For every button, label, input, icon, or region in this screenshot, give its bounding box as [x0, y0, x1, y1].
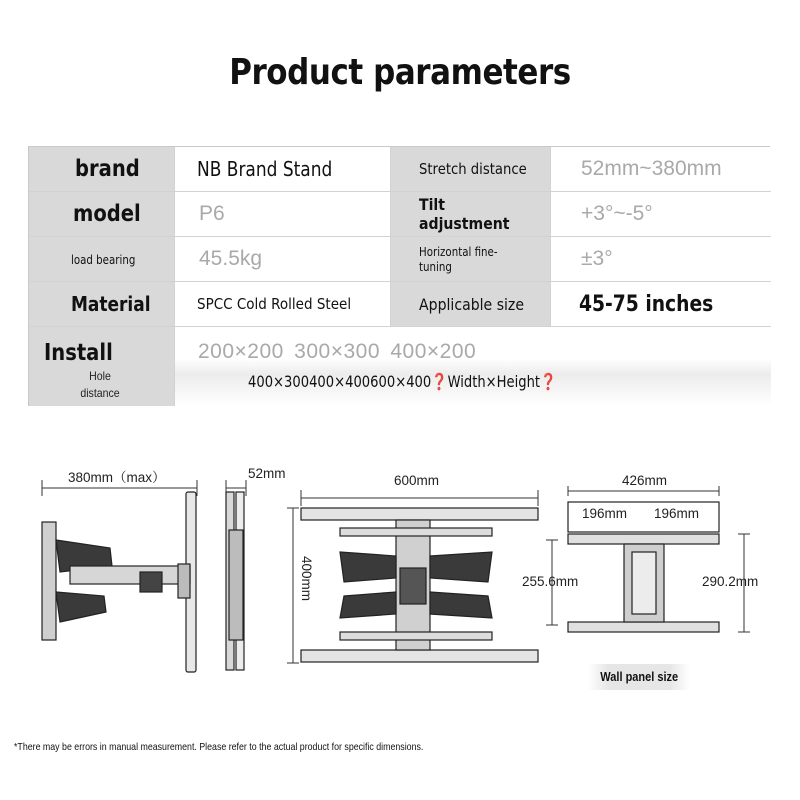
- label-material: Material: [71, 292, 151, 316]
- value-load-bearing: 45.5kg: [199, 247, 263, 270]
- dim-wall-width: 426mm: [622, 473, 668, 488]
- label-brand: brand: [75, 156, 140, 182]
- dim-wall-half-left: 196mm: [582, 506, 628, 521]
- value-stretch-distance: 52mm~380mm: [581, 157, 722, 180]
- side-view-extended: [42, 492, 196, 672]
- dim-height: 400mm: [299, 556, 314, 602]
- dim-side-min: 52mm: [248, 466, 286, 481]
- label-stretch-distance: Stretch distance: [419, 160, 527, 178]
- value-tilt-adjustment: +3°~-5°: [581, 202, 653, 225]
- value-model: P6: [199, 202, 225, 225]
- label-hole-distance: Hole distance: [80, 369, 120, 400]
- front-view: [301, 508, 538, 662]
- dim-side-max: 380mm（max）: [68, 470, 166, 485]
- value-horizontal-fine-tuning: ±3°: [581, 247, 613, 270]
- footnote: *There may be errors in manual measurement. Please refer to the actual product for specific dimensions.: [14, 741, 424, 753]
- label-applicable-size: Applicable size: [419, 294, 524, 314]
- dim-wall-inner-height: 255.6mm: [522, 574, 579, 589]
- label-install: Install: [44, 340, 113, 366]
- label-horizontal-fine-tuning: Horizontal fine-tuning: [419, 244, 498, 274]
- page-title: Product parameters: [229, 52, 571, 93]
- dim-wall-outer-height: 290.2mm: [702, 574, 759, 589]
- side-view-folded: [226, 492, 244, 670]
- value-material: SPCC Cold Rolled Steel: [197, 295, 352, 313]
- label-load-bearing: load bearing: [71, 251, 136, 267]
- dim-wall-half-right: 196mm: [654, 506, 700, 521]
- value-brand: NB Brand Stand: [197, 157, 333, 181]
- label-model: model: [73, 201, 141, 227]
- value-hole-distance-1: 200×200 300×300 400×200: [198, 340, 477, 363]
- value-hole-distance-2: 400×300400×400600×400❓Width×Height❓: [248, 372, 557, 391]
- wall-plate-view: [568, 502, 719, 632]
- wall-panel-size-label: Wall panel size: [588, 664, 690, 690]
- label-tilt-adjustment: Tilt adjustment: [419, 195, 510, 233]
- value-applicable-size: 45-75 inches: [579, 291, 714, 317]
- dim-width: 600mm: [394, 473, 440, 488]
